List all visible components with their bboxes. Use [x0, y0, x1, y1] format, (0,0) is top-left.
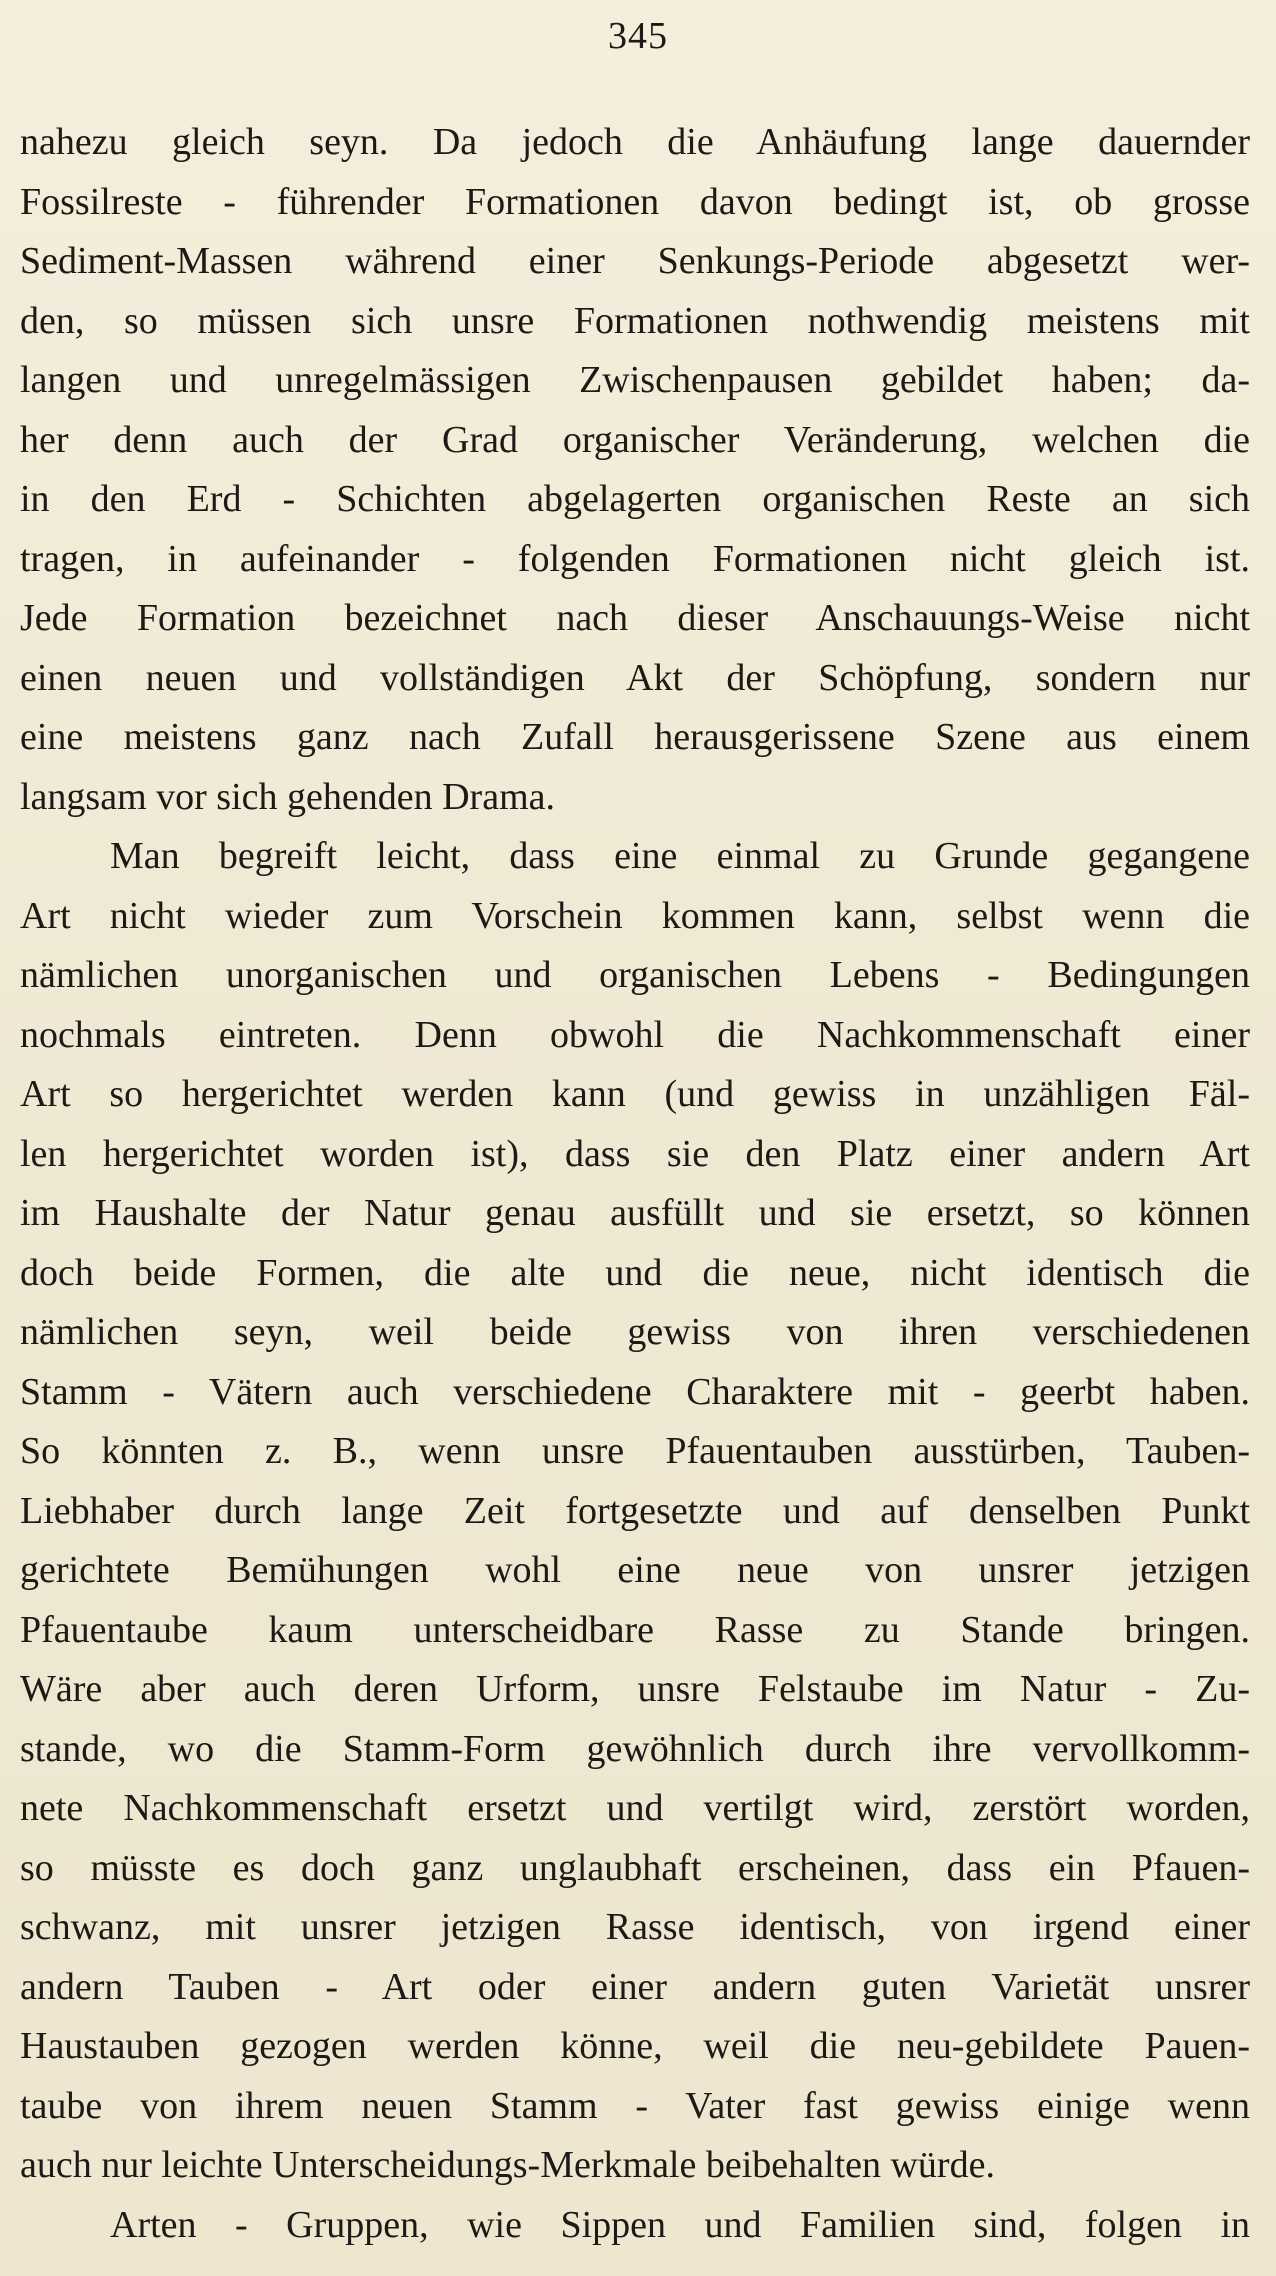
text-line: Stamm - Vätern auch verschiedene Charaktere mit - geerbt haben.: [20, 1370, 1250, 1413]
text-line: schwanz, mit unsrer jetzigen Rasse identisch, von irgend einer: [20, 1906, 1250, 1948]
text-line: Haustauben gezogen werden könne, weil die neu-gebildete Pauen-: [20, 2025, 1250, 2067]
text-line: eine meistens ganz nach Zufall herausgerissene Szene aus einem: [20, 716, 1250, 758]
text-line: den, so müssen sich unsre Formationen nothwendig meistens mit: [20, 299, 1250, 342]
text-line: im Haushalte der Natur genau ausfüllt und sie ersetzt, so können: [20, 1192, 1250, 1234]
text-line: nahezu gleich seyn. Da jedoch die Anhäufung lange dauernder: [20, 121, 1250, 163]
text-line: Liebhaber durch lange Zeit fortgesetzte und auf denselben Punkt: [20, 1489, 1250, 1532]
text-line: stande, wo die Stamm-Form gewöhnlich durch ihre vervollkomm-: [20, 1727, 1250, 1770]
text-line: andern Tauben - Art oder einer andern guten Varietät unsrer: [20, 1965, 1250, 2008]
text-line: nochmals eintreten. Denn obwohl die Nachkommenschaft einer: [20, 1013, 1250, 1056]
text-line: Jede Formation bezeichnet nach dieser Anschauungs-Weise nicht: [20, 597, 1250, 639]
paragraph-end-line: auch nur leichte Unterscheidungs-Merkmale beibehalten würde.: [20, 2144, 995, 2186]
text-line: Art so hergerichtet werden kann (und gewiss in unzähligen Fäl-: [20, 1073, 1250, 1115]
text-line: nämlichen unorganischen und organischen Lebens - Bedingungen: [20, 954, 1250, 996]
text-line: Fossilreste - führender Formationen davon bedingt ist, ob grosse: [20, 180, 1250, 223]
text-line: tragen, in aufeinander - folgenden Formationen nicht gleich ist.: [20, 537, 1250, 580]
text-line: so müsste es doch ganz unglaubhaft erscheinen, dass ein Pfauen-: [20, 1846, 1250, 1889]
text-line: nete Nachkommenschaft ersetzt und vertilgt wird, zerstört worden,: [20, 1787, 1250, 1829]
paragraph-start-line: Arten - Gruppen, wie Sippen und Familien sind, folgen in: [110, 2203, 1250, 2246]
page-number: 345: [608, 15, 668, 57]
text-line: len hergerichtet worden ist), dass sie den Platz einer andern Art: [20, 1132, 1250, 1175]
text-line: So könnten z. B., wenn unsre Pfauentauben ausstürben, Tauben-: [20, 1430, 1250, 1472]
text-line: gerichtete Bemühungen wohl eine neue von unsrer jetzigen: [20, 1549, 1250, 1591]
text-line: in den Erd - Schichten abgelagerten organischen Reste an sich: [20, 478, 1250, 520]
text-line: Sediment-Massen während einer Senkungs-Periode abgesetzt wer-: [20, 240, 1250, 282]
text-line: Art nicht wieder zum Vorschein kommen kann, selbst wenn die: [20, 894, 1250, 937]
text-line: einen neuen und vollständigen Akt der Schöpfung, sondern nur: [20, 656, 1250, 699]
text-line: taube von ihrem neuen Stamm - Vater fast gewiss einige wenn: [20, 2084, 1250, 2127]
text-line: her denn auch der Grad organischer Veränderung, welchen die: [20, 418, 1250, 461]
paragraph-end-line: langsam vor sich gehenden Drama.: [20, 775, 555, 818]
text-line: Pfauentaube kaum unterscheidbare Rasse zu Stande bringen.: [20, 1608, 1250, 1651]
paragraph-start-line: Man begreift leicht, dass eine einmal zu Grunde gegangene: [110, 835, 1250, 877]
text-line: nämlichen seyn, weil beide gewiss von ihren verschiedenen: [20, 1311, 1250, 1353]
text-line: Wäre aber auch deren Urform, unsre Felstaube im Natur - Zu-: [20, 1668, 1250, 1710]
text-line: langen und unregelmässigen Zwischenpausen gebildet haben; da-: [20, 359, 1250, 401]
text-line: doch beide Formen, die alte und die neue, nicht identisch die: [20, 1251, 1250, 1294]
body-text: [20, 113, 1250, 2255]
